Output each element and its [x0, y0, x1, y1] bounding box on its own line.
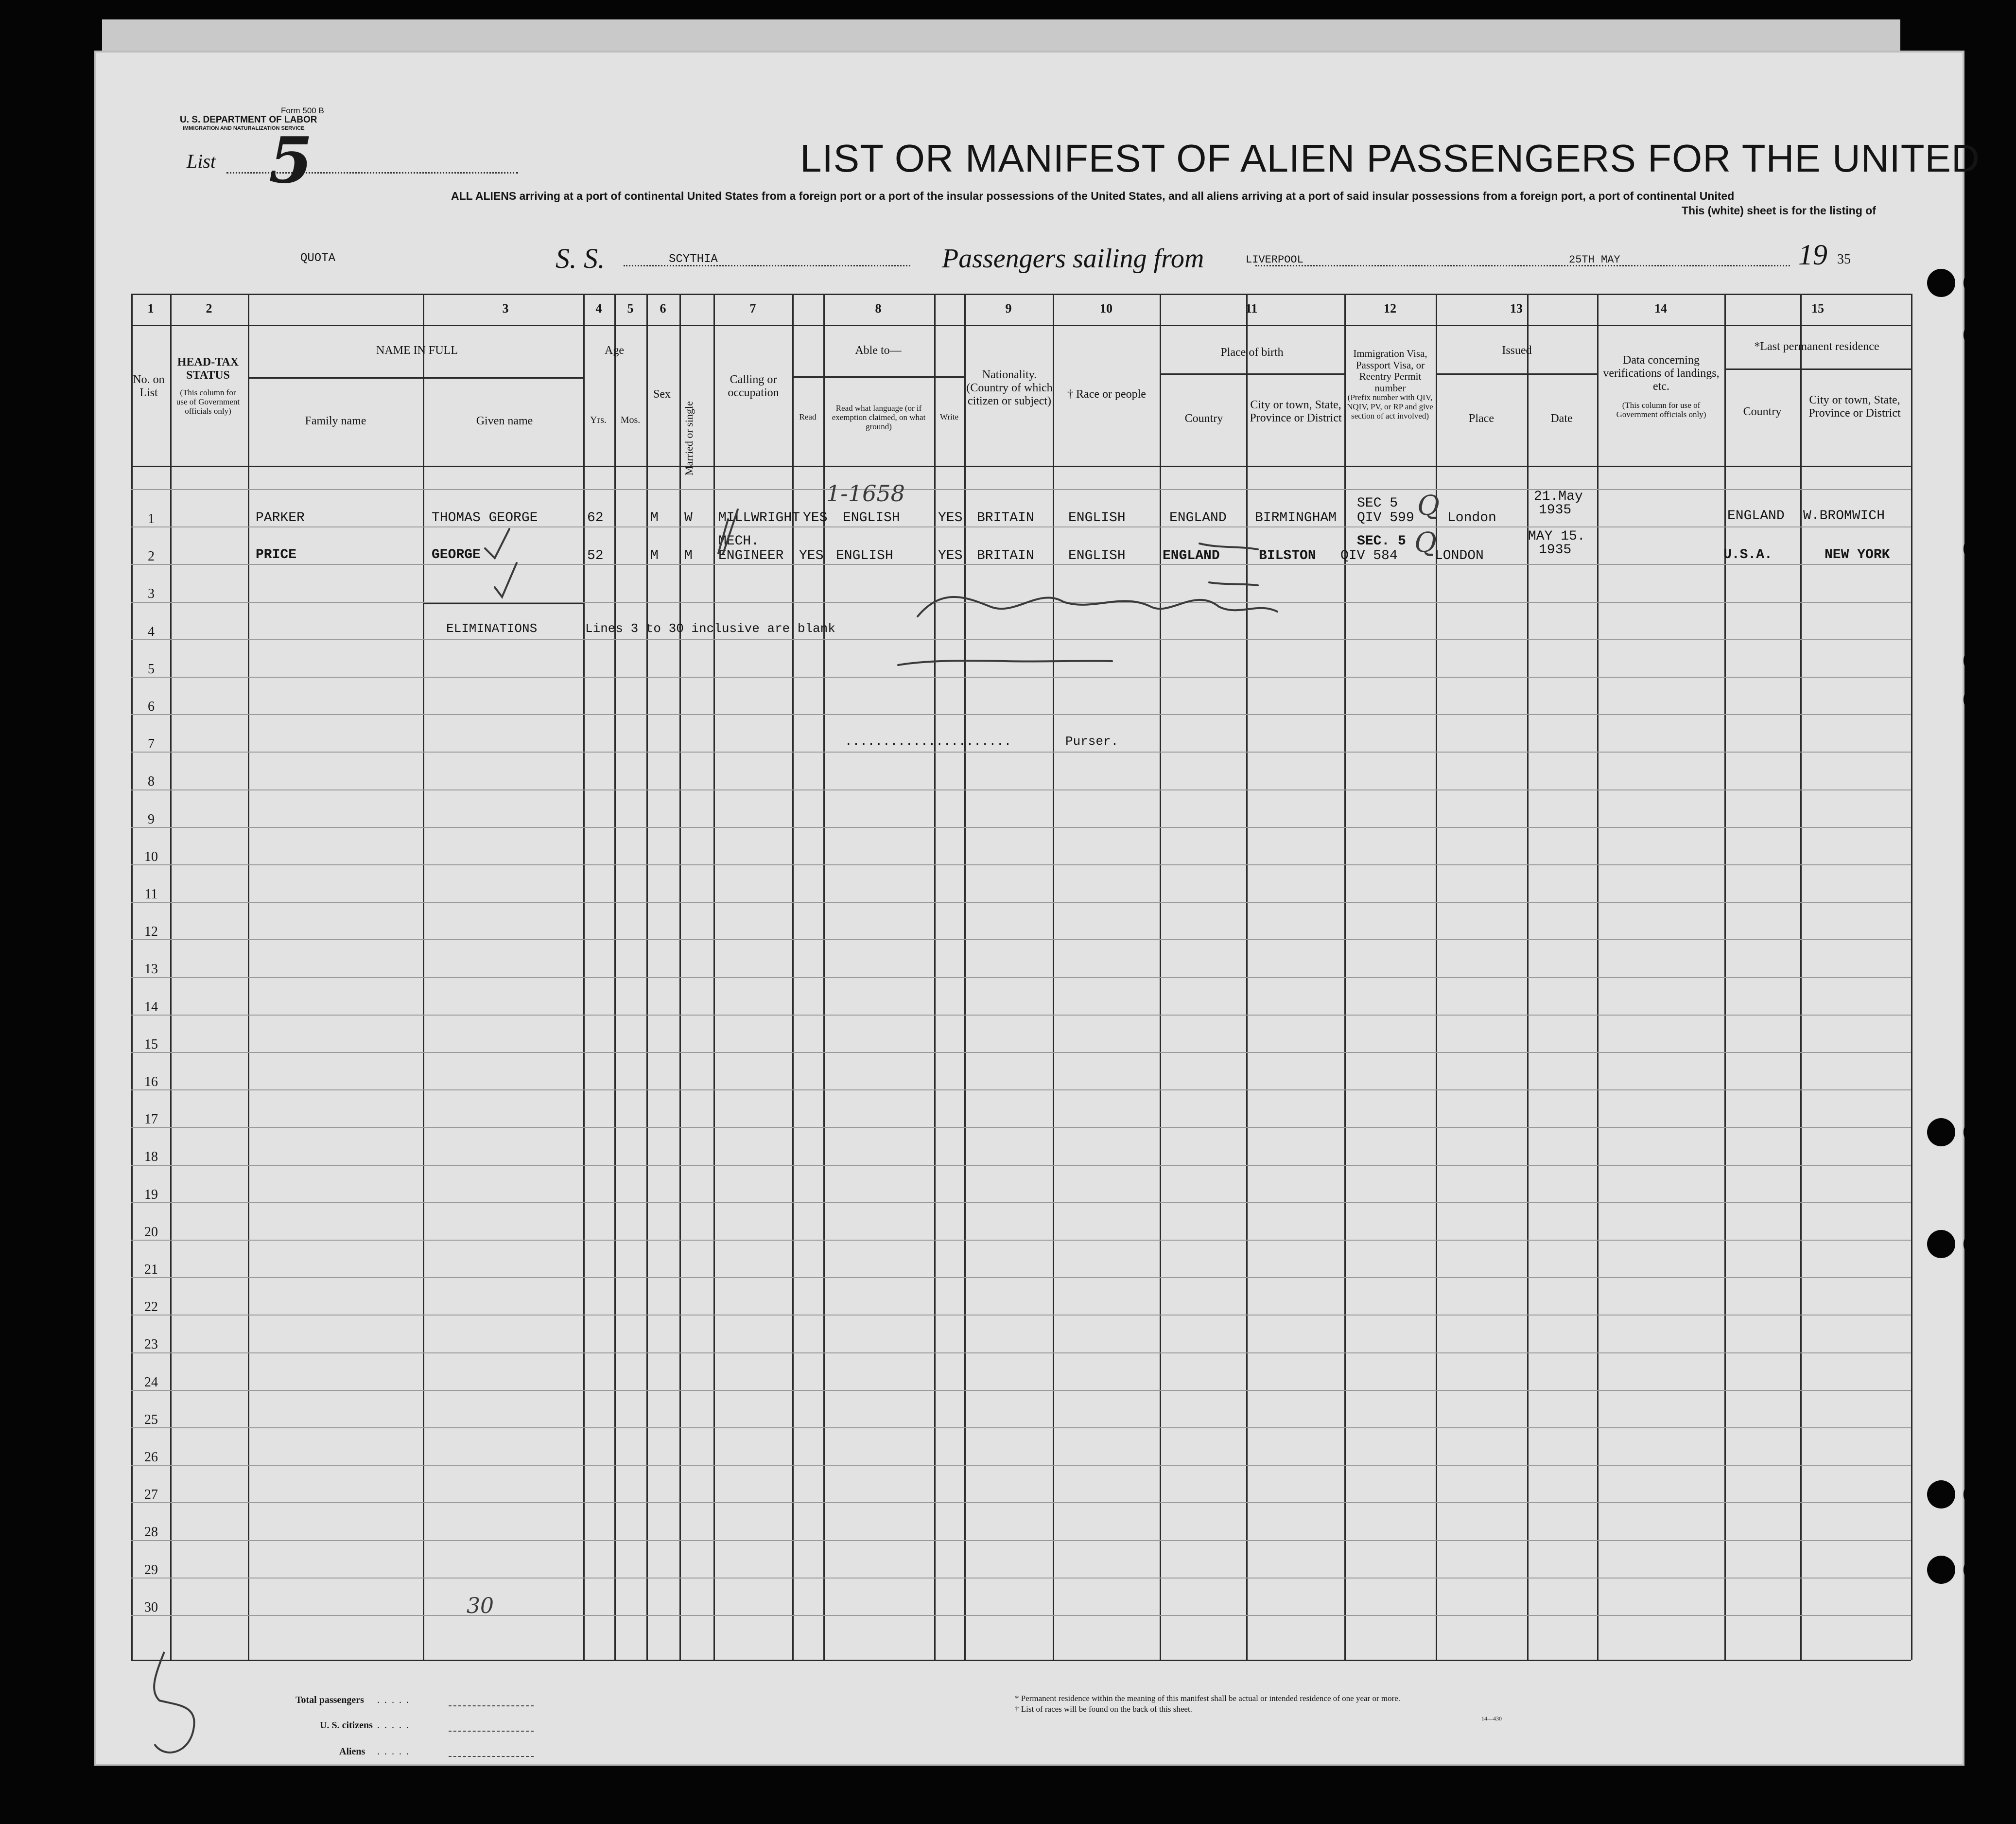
ship-name: SCYTHIA	[669, 253, 718, 266]
birth-city: BILSTON	[1259, 548, 1316, 563]
column-number: 3	[502, 301, 509, 316]
header-issued-date: Date	[1550, 412, 1573, 425]
age: 52	[587, 548, 604, 563]
birth-city: BIRMINGHAM	[1255, 510, 1337, 526]
eliminations-label: ELIMINATIONS	[446, 621, 538, 636]
row-rule	[131, 1615, 1911, 1616]
handwritten-q-2: Q	[1414, 527, 1437, 559]
subheader-rule	[1436, 373, 1597, 375]
row-number: 4	[148, 624, 155, 639]
row-rule	[131, 939, 1911, 940]
row-number: 28	[144, 1525, 158, 1540]
column-number: 7	[749, 301, 756, 316]
header-calling: Calling or occupation	[728, 373, 779, 399]
row-rule	[131, 864, 1911, 865]
row-number: 25	[144, 1412, 158, 1427]
row-rule	[131, 714, 1911, 715]
visa-number: QIV 584	[1340, 548, 1398, 563]
row-number: 10	[144, 849, 158, 864]
residence-country: ENGLAND	[1727, 509, 1785, 524]
row-number: 16	[144, 1074, 158, 1089]
punch-hole	[1964, 1480, 1992, 1508]
can-write: YES	[938, 548, 963, 563]
subtitle-line-2: This (white) sheet is for the listing of	[1682, 204, 1876, 217]
service-label: IMMIGRATION AND NATURALIZATION SERVICE	[183, 125, 305, 131]
ship-line	[624, 265, 910, 266]
sailing-label: Passengers sailing from	[942, 244, 1204, 274]
visa-section: SEC. 5	[1357, 534, 1406, 549]
subheader-rule	[792, 376, 964, 378]
row-number: 19	[144, 1187, 158, 1202]
nationality: BRITAIN	[977, 548, 1034, 563]
column-number: 10	[1100, 301, 1112, 316]
row-number: 7	[148, 737, 155, 752]
table-rule	[131, 1660, 1911, 1661]
header-name-in-full: NAME IN FULL	[376, 344, 458, 357]
column-number: 13	[1510, 301, 1523, 316]
punch-hole	[1964, 321, 1992, 349]
row-number: 29	[144, 1562, 158, 1578]
port-line	[1255, 265, 1790, 266]
subtitle-line-1: ALL ALIENS arriving at a port of continental United States from a foreign port or a port of the insular possessions of the United States, and all aliens arriving at a port of said insular possessions from a foreign port, a port of continental United	[451, 190, 1735, 202]
header-visa: Immigration Visa, Passport Visa, or Reentry Permit number	[1353, 348, 1427, 394]
header-birth-country: Country	[1184, 412, 1223, 425]
row-rule	[131, 789, 1911, 790]
header-last-residence: *Last permanent residence	[1754, 340, 1879, 353]
punch-hole	[1927, 269, 1955, 297]
row-rule	[131, 1352, 1911, 1353]
residence-city: NEW YORK	[1825, 547, 1890, 562]
row-rule	[131, 1127, 1911, 1128]
row-number: 6	[148, 699, 155, 714]
row-number: 22	[144, 1299, 158, 1315]
family-name: PRICE	[256, 547, 297, 562]
header-race: † Race or people	[1067, 388, 1146, 401]
subheader-rule	[248, 377, 583, 379]
header-family-name: Family name	[305, 415, 366, 427]
row-rule	[131, 827, 1911, 828]
table-rule	[131, 466, 1911, 467]
row-number: 12	[144, 924, 158, 940]
form-number: Form 500 B	[281, 106, 324, 115]
handwritten-number: 1-1658	[826, 480, 905, 507]
header-no-on-list: No. on List	[133, 373, 165, 399]
punch-hole	[1927, 1556, 1955, 1584]
column-number: 15	[1811, 301, 1824, 316]
column-number: 1	[147, 301, 154, 316]
birth-country: ENGLAND	[1169, 510, 1227, 526]
occupation-prefix: MECH.	[718, 534, 760, 549]
punch-hole	[1927, 1230, 1955, 1258]
can-read: YES	[799, 548, 824, 563]
purser-signature-line: ......................	[845, 734, 1012, 749]
row-rule	[131, 1502, 1911, 1503]
read-language: ENGLISH	[836, 548, 893, 563]
row-number: 17	[144, 1112, 158, 1127]
marital-status: M	[684, 548, 693, 563]
manifest-title: LIST OR MANIFEST OF ALIEN PASSENGERS FOR THE UNITED	[800, 137, 1980, 180]
header-visa-note: (Prefix number with QIV, NQIV, PV, or RP and give section of act involved)	[1347, 393, 1433, 421]
aliens-label: Aliens	[339, 1746, 365, 1757]
handwritten-count: 30	[467, 1594, 494, 1618]
column-number: 6	[660, 301, 666, 316]
occupation: ENGINEER	[718, 548, 784, 563]
form-code: 14—430	[1481, 1715, 1502, 1722]
sex: M	[650, 510, 659, 526]
visa-number: QIV 599	[1357, 510, 1414, 526]
header-issued-place: Place	[1469, 412, 1494, 425]
row-rule	[131, 902, 1911, 903]
row-number: 30	[144, 1599, 158, 1615]
column-rule	[1911, 294, 1912, 1660]
sex: M	[650, 548, 659, 563]
row-rule	[131, 1427, 1911, 1428]
header-yrs: Yrs.	[590, 415, 607, 425]
blank-lines-note: Lines 3 to 30 inclusive are blank	[585, 621, 835, 636]
us-citizens-label: U. S. citizens	[320, 1720, 373, 1731]
subheader-rule	[1160, 373, 1344, 375]
read-language: ENGLISH	[843, 510, 900, 526]
row-rule	[131, 1277, 1911, 1278]
header-given-name: Given name	[476, 415, 533, 427]
purser-label: Purser.	[1065, 734, 1119, 749]
row-rule	[131, 1089, 1911, 1090]
row-number: 15	[144, 1036, 158, 1052]
punch-hole	[1964, 269, 1992, 297]
column-number: 9	[1005, 301, 1012, 316]
row-number: 1	[148, 511, 155, 526]
handwritten-q-1: Q	[1417, 490, 1440, 522]
issued-place: London	[1447, 510, 1496, 526]
column-number: 2	[206, 301, 212, 316]
row-number: 24	[144, 1374, 158, 1390]
row-rule	[131, 1052, 1911, 1053]
row-rule	[131, 1390, 1911, 1391]
column-number: 5	[627, 301, 634, 316]
punch-hole	[1927, 1118, 1955, 1146]
column-number: 11	[1245, 301, 1258, 316]
footnote-races: † List of races will be found on the back of this sheet.	[1015, 1704, 1192, 1714]
residence-country: U.S.A.	[1723, 547, 1773, 562]
aliens-field	[449, 1756, 534, 1757]
year-prefix: 19	[1798, 239, 1827, 271]
header-age: Age	[605, 344, 624, 357]
row-number: 11	[144, 887, 158, 902]
punch-hole	[1927, 1480, 1955, 1508]
column-number: 8	[875, 301, 882, 316]
birth-country: ENGLAND	[1163, 548, 1220, 563]
column-number: 12	[1384, 301, 1396, 316]
row-number: 26	[144, 1450, 158, 1465]
punch-hole	[1964, 1118, 1992, 1146]
row-rule	[131, 1465, 1911, 1466]
visa-section: SEC 5	[1357, 496, 1398, 511]
row-rule	[131, 1165, 1911, 1166]
row-rule	[131, 1240, 1911, 1241]
column-number: 14	[1654, 301, 1667, 316]
header-married: Married or single	[683, 401, 695, 475]
sailing-date: 25TH MAY	[1569, 254, 1620, 266]
punch-hole	[1964, 685, 1992, 714]
header-head-tax-note: (This column for use of Government officials only)	[176, 388, 240, 416]
handwritten-margin-mark	[145, 1647, 213, 1764]
header-mos: Mos.	[620, 415, 641, 425]
row-number: 14	[144, 999, 158, 1015]
department-label: U. S. DEPARTMENT OF LABOR	[180, 115, 317, 125]
table-rule	[131, 294, 1911, 295]
header-read: Read	[799, 412, 817, 421]
row-number: 18	[144, 1149, 158, 1165]
family-name: PARKER	[256, 510, 305, 526]
header-able-to: Able to—	[855, 344, 902, 357]
row-number: 3	[148, 586, 155, 602]
column-number: 4	[595, 301, 602, 316]
header-data-note: (This column for use of Government officials only)	[1616, 401, 1706, 420]
row-rule	[131, 1015, 1911, 1016]
punch-hole	[1964, 647, 1992, 675]
issued-year: 1935	[1539, 543, 1572, 558]
header-nationality: Nationality. (Country of which citizen or subject)	[966, 368, 1053, 407]
issued-place: LONDON	[1435, 548, 1484, 563]
year-suffix: 35	[1837, 252, 1851, 267]
row-rule	[131, 1540, 1911, 1541]
row-number: 13	[144, 962, 158, 977]
race: ENGLISH	[1068, 548, 1126, 563]
manifest-sheet: Form 500 B U. S. DEPARTMENT OF LABOR IMMIGRATION AND NATURALIZATION SERVICE List 5 LIST OR MANIFEST OF ALIEN PASSENGERS FOR THE UNITED ALL ALIENS arriving at a port of continental United States from a foreign port or a port of the insular possessions of the United States, and all aliens arriving at a port of said insular possessions from a foreign port, a port of continental United This (white) sheet is for the listing of QUOTA S. S. SCYTHIA Passengers sailing from LIVERPOOL 25TH MAY 19 35 1 2 3 4 5 6 7 8 9 10 11 12 13 14 15 No. on List HEAD-TAX STATUS (This column for use of Government officials only) NAME IN FULL Family name Given name Age Yrs. Mos. Sex Married or single Calling or occupation Able to— Read Read what language (or if exemption claimed, on what ground) Write Nationality. (Country of which citizen or subject) † Race or people Place of birth Country City or town, State, Province or District Immigration Visa, Passport Visa, or Reentry Permit number (Prefix number with QIV, NQIV, PV, or RP and give section of act involved) Issued Place Date Data concerning verifications of landings, etc. (This column for use of Government officials only) *Last permanent residence Country City or town, State, Province or District 1 2 3 4 5 6 7 8 9 10 11 12 13 14 15 16 17 18 19 20 21 22 23 24 25 26 27 28 29 30 PARKER THOMAS GEORGE 62 M W MILLWRIGHT YES ENGLISH YES BRITAIN ENGLISH ENGLAND BIRMINGHAM SEC 5 QIV 599 London 21.May 1935 ENGLAND W.BROMWICH PRICE GEORGE 52 M M MECH. ENGINEER YES ENGLISH YES BRITAIN ENGLISH ENGLAND BILSTON SEC. 5 QIV 584 LONDON MAY 15. 1935 U.S.A. NEW YORK 1-1658 Q Q ELIMINATIONS Lines 3 to 30 inclusive are blank ...................... Purser. 30 Total passengers ..... U. S. citizens ..... Aliens ..... * Permanent residence within the meaning of this manifest shall be actual or intended residence of one year or more. † List of races will be found on the back of this sheet. 14—430	[96, 53, 1963, 1764]
age: 62	[587, 510, 604, 526]
header-sex: Sex	[653, 388, 671, 401]
given-name: THOMAS GEORGE	[432, 510, 538, 526]
ss-label: S. S.	[556, 243, 605, 274]
quota-label: QUOTA	[300, 252, 336, 265]
residence-city: W.BROMWICH	[1803, 509, 1885, 524]
us-citizens-field	[449, 1731, 534, 1732]
race: ENGLISH	[1068, 510, 1126, 526]
row-number: 21	[144, 1262, 158, 1277]
header-birth-city: City or town, State, Province or District	[1250, 399, 1342, 424]
row-number: 9	[148, 811, 155, 827]
list-label: List	[187, 150, 216, 172]
row-number: 27	[144, 1487, 158, 1503]
table-rule	[131, 325, 1911, 326]
punch-hole	[1964, 1556, 1992, 1584]
issued-date: MAY 15.	[1528, 529, 1585, 544]
row-number: 23	[144, 1337, 158, 1352]
marital-status: W	[684, 510, 693, 526]
header-read-language: Read what language (or if exemption claimed, on what ground)	[832, 403, 926, 432]
punch-hole	[1964, 1230, 1992, 1258]
nationality: BRITAIN	[977, 510, 1034, 526]
list-number: 5	[269, 123, 313, 197]
port-name: LIVERPOOL	[1246, 254, 1303, 266]
can-write: YES	[938, 510, 963, 526]
footnote-residence: * Permanent residence within the meaning of this manifest shall be actual or intended residence of one year or more.	[1015, 1694, 1401, 1703]
row-number: 2	[148, 549, 155, 564]
issued-date: 21.May	[1534, 489, 1583, 504]
given-name: GEORGE	[432, 547, 481, 562]
header-issued: Issued	[1502, 344, 1532, 357]
occupation: MILLWRIGHT	[718, 510, 800, 526]
header-place-of-birth: Place of birth	[1220, 346, 1284, 359]
row-number: 8	[148, 774, 155, 789]
total-passengers-field	[449, 1705, 534, 1706]
row-rule	[131, 977, 1911, 978]
row-number: 5	[148, 661, 155, 677]
total-passengers-label: Total passengers	[295, 1695, 364, 1705]
punch-hole	[1964, 535, 1992, 563]
header-res-country: Country	[1743, 405, 1782, 418]
header-write: Write	[939, 412, 959, 421]
header-res-city: City or town, State, Province or District	[1808, 394, 1901, 420]
subheader-rule	[1724, 368, 1911, 370]
handwritten-marks	[480, 490, 1433, 684]
can-read: YES	[803, 510, 828, 526]
header-head-tax: HEAD-TAX STATUS	[177, 356, 239, 382]
row-rule	[131, 1202, 1911, 1203]
row-rule	[131, 752, 1911, 753]
row-number: 20	[144, 1224, 158, 1240]
issued-year: 1935	[1539, 503, 1572, 518]
header-data-concerning: Data concerning verifications of landings, etc.	[1603, 354, 1720, 393]
